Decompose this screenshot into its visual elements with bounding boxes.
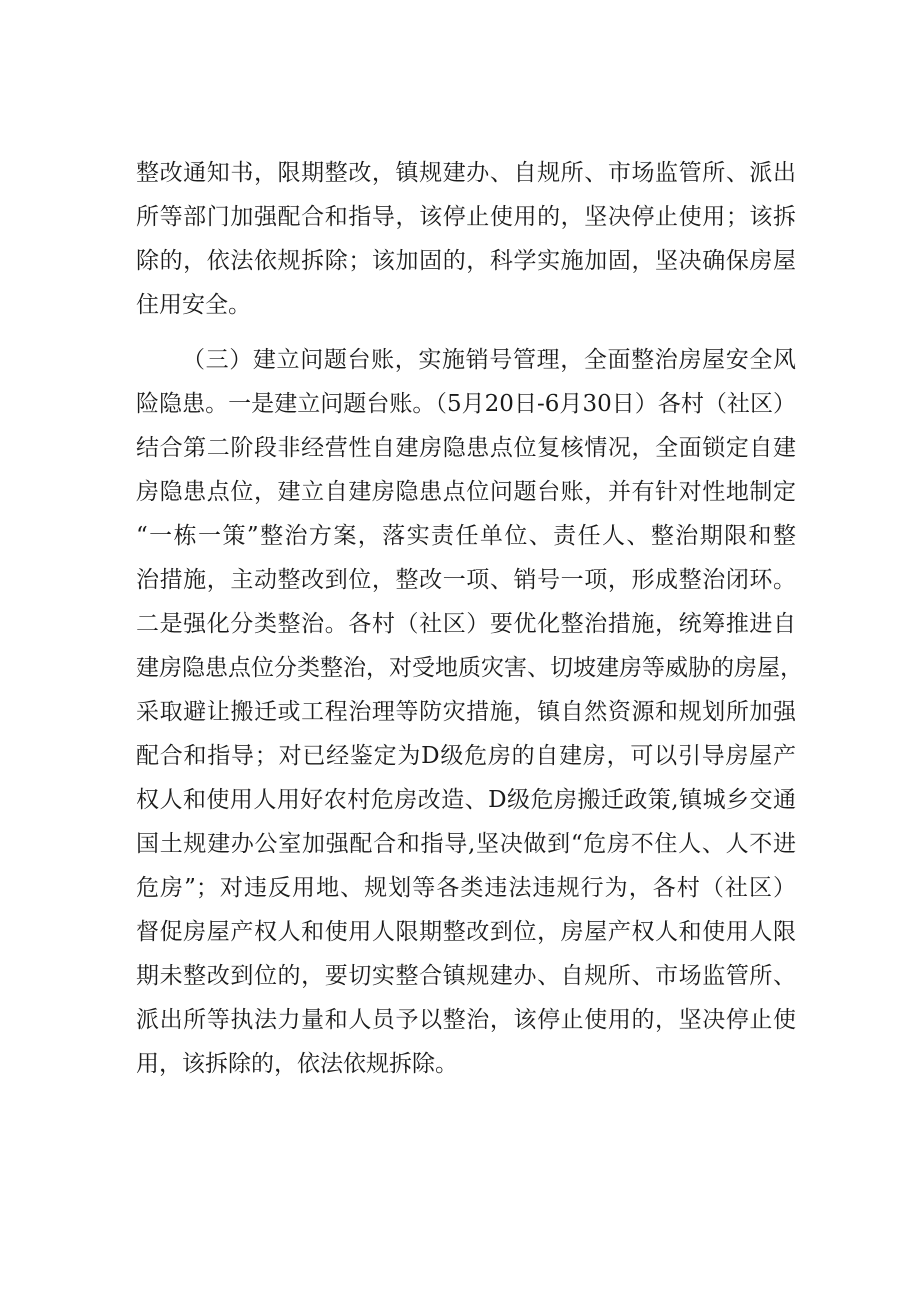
body-text-line: 除的，依法依规拆除；该加固的，科学实施加固，坚决确保房屋 xyxy=(136,248,796,274)
body-text-line: 用，该拆除的，依法依规拆除。 xyxy=(136,1051,458,1077)
body-text-line: 整改通知书，限期整改，镇规建办、自规所、市场监管所、派出 xyxy=(136,160,796,186)
body-text-line: 结合第二阶段非经营性自建房隐患点位复核情况，全面锁定自建 xyxy=(136,435,796,461)
body-text-line: 期未整改到位的，要切实整合镇规建办、自规所、市场监管所、 xyxy=(136,963,796,989)
body-text-line: 采取避让搬迁或工程治理等防灾措施，镇自然资源和规划所加强 xyxy=(136,699,796,725)
body-text-line: 房隐患点位，建立自建房隐患点位问题台账，并有针对性地制定 xyxy=(136,479,796,505)
body-text-line: 建房隐患点位分类整治，对受地质灾害、切坡建房等威胁的房屋， xyxy=(136,655,803,681)
body-text-line: “一栋一策”整治方案，落实责任单位、责任人、整治期限和整 xyxy=(136,523,796,549)
body-text-line: 配合和指导；对已经鉴定为D级危房的自建房，可以引导房屋产 xyxy=(136,743,796,769)
body-text-line: 二是强化分类整治。各村（社区）要优化整治措施，统筹推进自 xyxy=(136,611,796,637)
body-text-line: 所等部门加强配合和指导，该停止使用的，坚决停止使用；该拆 xyxy=(136,204,796,230)
body-text-line: 派出所等执法力量和人员予以整治，该停止使用的，坚决停止使 xyxy=(136,1007,796,1033)
body-text-line: 住用安全。 xyxy=(136,292,251,318)
section-heading-line: （三）建立问题台账，实施销号管理，全面整治房屋安全风 xyxy=(182,347,796,373)
body-text-line: 治措施，主动整改到位，整改一项、销号一项，形成整治闭环。 xyxy=(136,567,796,593)
body-text-line: 险隐患。一是建立问题台账。（5月20日-6月30日）各村（社区） xyxy=(136,391,796,417)
body-text-line: 权人和使用人用好农村危房改造、D级危房搬迁政策,镇城乡交通 xyxy=(136,787,796,813)
body-text-line: 危房”；对违反用地、规划等各类违法违规行为，各村（社区） xyxy=(136,875,796,901)
body-text-line: 国土规建办公室加强配合和指导,坚决做到“危房不住人、人不进 xyxy=(136,831,796,857)
body-text-line: 督促房屋产权人和使用人限期整改到位，房屋产权人和使用人限 xyxy=(136,919,796,945)
